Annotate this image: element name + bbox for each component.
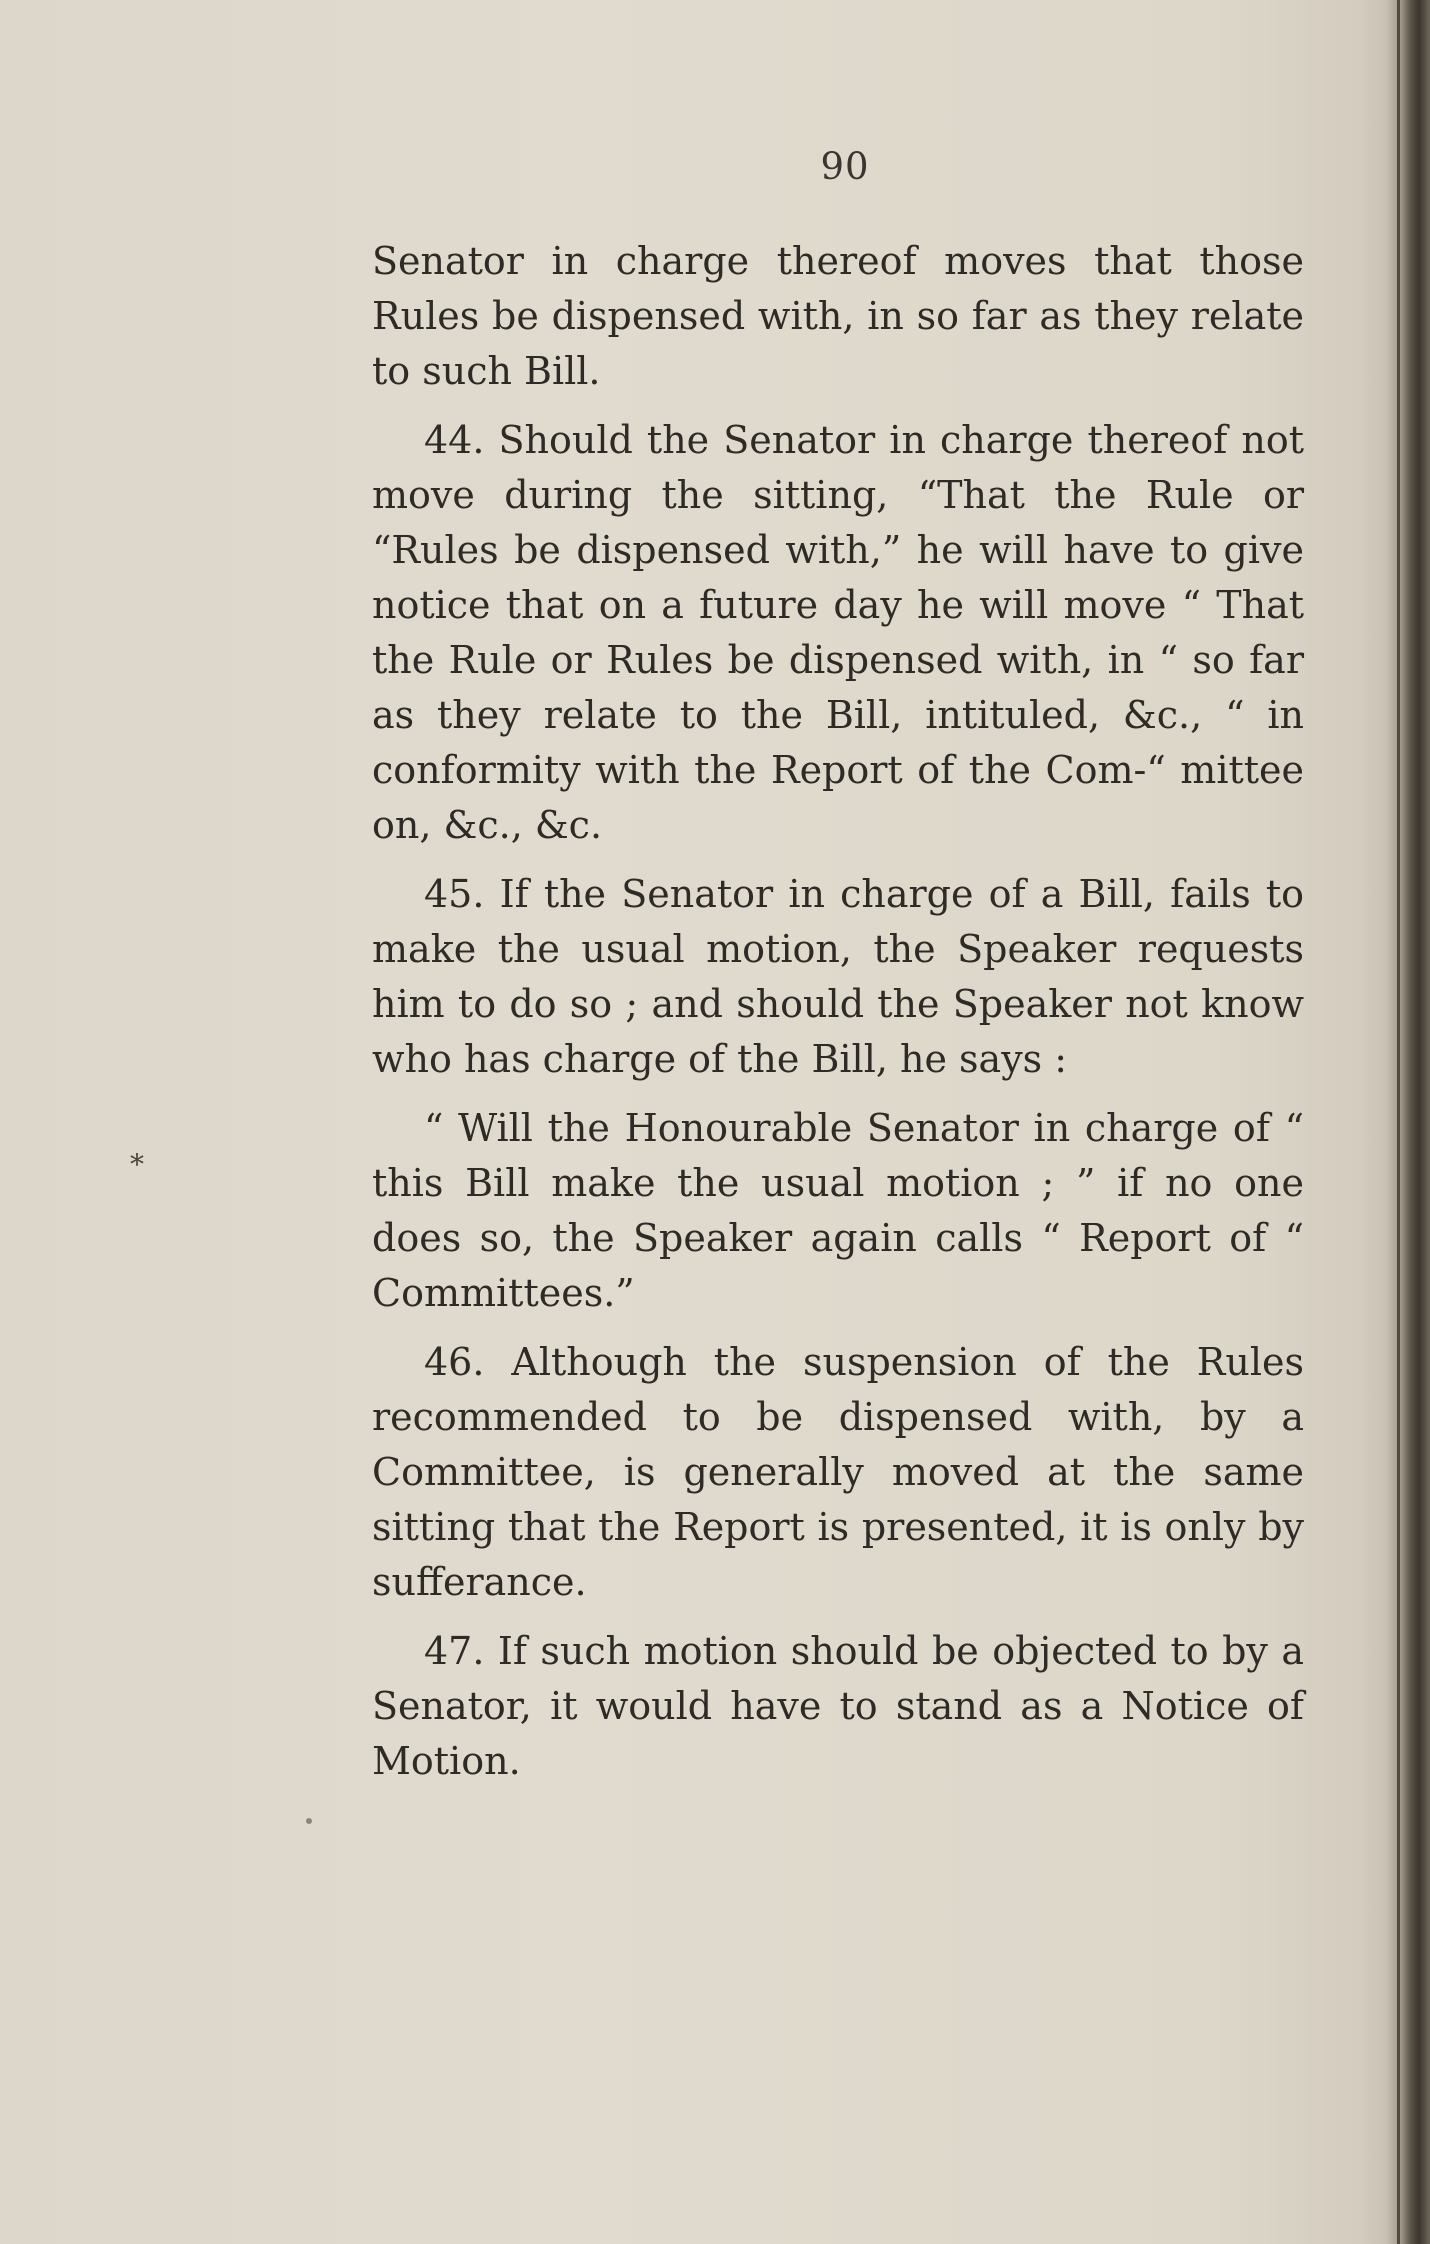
book-spine-shadow xyxy=(1386,0,1430,2244)
body-text xyxy=(372,234,1304,1789)
page-number: 90 xyxy=(820,145,870,188)
paragraph-47: 47. If such motion should be objected to by a Senator, it would have to stand as a Notice of Motion. xyxy=(372,1629,1304,1783)
paragraph-continuation: Senator in charge thereof moves that those Rules be dispensed with, in so far as they relate to such Bill. xyxy=(372,239,1304,393)
margin-star-mark: * xyxy=(130,1148,144,1181)
paragraph-45: 45. If the Senator in charge of a Bill, fails to make the usual motion, the Speaker requests him to do so ; and should the Speaker not know who has charge of the Bill, he says : xyxy=(372,872,1304,1081)
paragraph-44: 44. Should the Senator in charge thereof not move during the sitting, “That the Rule or “Rules be dispensed with,” he will have to give notice that on a future day he will move “ That the Rule or Rules be dispensed with, in “ so far as they relate to the Bill, intituled, &c., “ in conformity with the Report of the Com-“ mittee on, &c., &c. xyxy=(372,418,1304,847)
paragraph-quote: “ Will the Honourable Senator in charge of “ this Bill make the usual motion ; ” if no one does so, the Speaker again calls “ Report of “ Committees.” xyxy=(372,1106,1304,1315)
margin-dot-mark xyxy=(306,1818,312,1824)
book-gutter-line xyxy=(1397,0,1400,2244)
paragraph-46: 46. Although the suspension of the Rules recommended to be dispensed with, by a Committee, is generally moved at the same sitting that the Report is presented, it is only by sufferance. xyxy=(372,1340,1304,1604)
